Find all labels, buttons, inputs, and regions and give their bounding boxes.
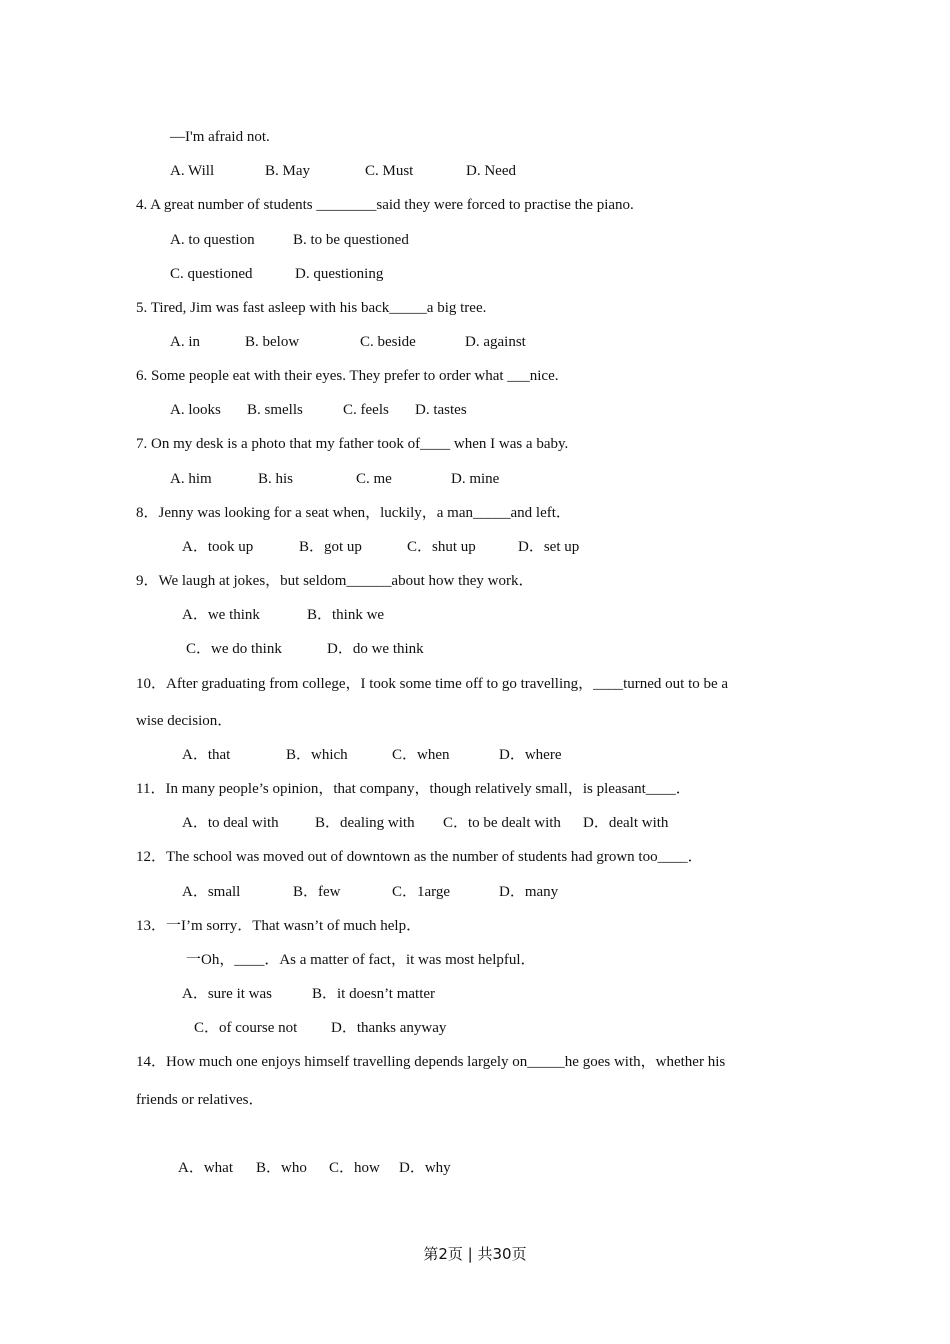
option-a: A．took up bbox=[182, 539, 254, 555]
question-9 bbox=[136, 571, 534, 591]
option-a: A. Will bbox=[170, 163, 215, 179]
option-d: D．dealt with bbox=[583, 815, 669, 831]
option-c: C. beside bbox=[360, 334, 416, 350]
option-b: B. smells bbox=[247, 402, 303, 418]
question-text: 14．How much one enjoys himself travelling depends largely on_____he goes with，whether his bbox=[136, 1054, 726, 1070]
option-d: D．many bbox=[499, 884, 559, 900]
question-4 bbox=[136, 195, 634, 215]
question-text: 一Oh，____．As a matter of fact，it was most helpful． bbox=[186, 952, 536, 968]
question-text: 7. On my desk is a photo that my father took of____ when I was a baby. bbox=[136, 436, 569, 452]
question-text: 12．The school was moved out of downtown as the number of students had grown too____． bbox=[136, 849, 703, 865]
question-5 bbox=[136, 298, 486, 318]
question-8 bbox=[136, 503, 571, 523]
option-d: D．set up bbox=[518, 539, 580, 555]
option-d: D．thanks anyway bbox=[331, 1020, 447, 1036]
option-a: A. to question bbox=[170, 232, 255, 248]
question-text: 13．一I’m sorry．That wasn’t of much help． bbox=[136, 918, 422, 934]
option-c: C．when bbox=[392, 747, 450, 763]
option-d: D. mine bbox=[451, 471, 500, 487]
option-b: B．who bbox=[256, 1160, 307, 1176]
question-13-reply bbox=[186, 950, 536, 970]
option-d: D. tastes bbox=[415, 402, 467, 418]
question-10-continued bbox=[136, 711, 232, 731]
option-d: D．why bbox=[399, 1160, 451, 1176]
option-c: C．shut up bbox=[407, 539, 476, 555]
option-c: C. feels bbox=[343, 402, 389, 418]
option-c: C．to be dealt with bbox=[443, 815, 561, 831]
question-text: 11．In many people’s opinion，that company，though relatively small，is pleasant____． bbox=[136, 781, 691, 797]
question-14 bbox=[136, 1052, 725, 1072]
option-a: A．we think bbox=[182, 607, 260, 623]
question-text: 5. Tired, Jim was fast asleep with his back_____a big tree. bbox=[136, 300, 487, 316]
question-10 bbox=[136, 674, 728, 694]
option-a: A．to deal with bbox=[182, 815, 279, 831]
question-text: 9．We laugh at jokes，but seldom______about how they work． bbox=[136, 573, 534, 589]
question-12 bbox=[136, 847, 703, 867]
option-b: B. May bbox=[265, 163, 310, 179]
option-a: A．that bbox=[182, 747, 231, 763]
question-text: friends or relatives． bbox=[136, 1092, 264, 1108]
question-text: wise decision． bbox=[136, 713, 233, 729]
option-a: A．small bbox=[182, 884, 241, 900]
option-d: D．where bbox=[499, 747, 562, 763]
option-b: B. to be questioned bbox=[293, 232, 409, 248]
question-text: 4. A great number of students ________said they were forced to practise the piano. bbox=[136, 197, 634, 213]
option-a: A. looks bbox=[170, 402, 221, 418]
question-14-continued bbox=[136, 1090, 263, 1110]
option-c: C．1arge bbox=[392, 884, 451, 900]
option-b: B. below bbox=[245, 334, 300, 350]
question-11 bbox=[136, 779, 691, 799]
option-b: B．got up bbox=[299, 539, 362, 555]
line-text: —I'm afraid not. bbox=[170, 129, 270, 145]
option-c: C．we do think bbox=[186, 641, 282, 657]
option-b: B. his bbox=[258, 471, 294, 487]
option-a: A．sure it was bbox=[182, 986, 272, 1002]
option-d: D．do we think bbox=[327, 641, 424, 657]
option-a: A．what bbox=[178, 1160, 233, 1176]
option-b: B．think we bbox=[307, 607, 385, 623]
question-text: 6. Some people eat with their eyes. They prefer to order what ___nice. bbox=[136, 368, 559, 384]
option-a: A. him bbox=[170, 471, 212, 487]
question-6 bbox=[136, 366, 559, 386]
question-text: 10．After graduating from college，I took some time off to go travelling，____turned out to be a bbox=[136, 676, 729, 692]
option-c: C. me bbox=[356, 471, 392, 487]
option-b: B．few bbox=[293, 884, 341, 900]
option-c: C. Must bbox=[365, 163, 414, 179]
option-b: B．which bbox=[286, 747, 348, 763]
option-d: D. against bbox=[465, 334, 526, 350]
option-d: D. Need bbox=[466, 163, 516, 179]
option-b: B．it doesn’t matter bbox=[312, 986, 436, 1002]
page-number-footer: 第2页 | 共30页 bbox=[423, 1245, 527, 1263]
dialogue-line bbox=[170, 127, 270, 147]
option-c: C．how bbox=[329, 1160, 380, 1176]
question-text: 8．Jenny was looking for a seat when，luckily，a man_____and left． bbox=[136, 505, 571, 521]
option-c: C. questioned bbox=[170, 266, 253, 282]
question-7 bbox=[136, 434, 568, 454]
question-13 bbox=[136, 916, 421, 936]
option-c: C．of course not bbox=[194, 1020, 298, 1036]
option-d: D. questioning bbox=[295, 266, 384, 282]
option-a: A. in bbox=[170, 334, 200, 350]
option-b: B．dealing with bbox=[315, 815, 415, 831]
